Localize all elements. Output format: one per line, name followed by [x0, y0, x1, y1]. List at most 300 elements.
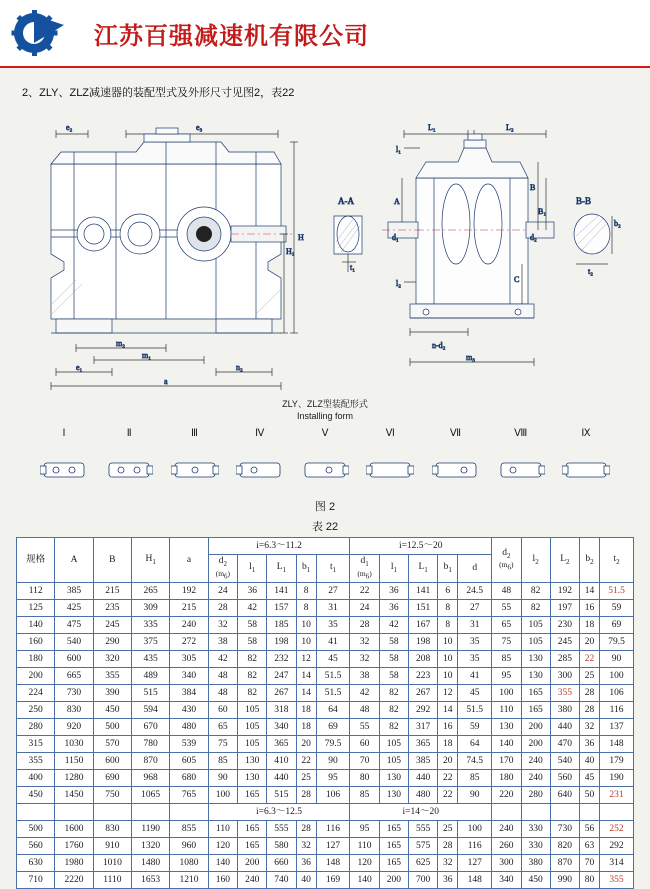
table-cell: 14	[296, 668, 316, 685]
table-cell: 640	[550, 787, 579, 804]
table-cell: 105	[238, 702, 267, 719]
table-cell: 151	[409, 600, 438, 617]
table-cell: 100	[458, 821, 492, 838]
table-cell: 18	[296, 719, 316, 736]
table-cell: 380	[550, 702, 579, 719]
table-cell: 45	[316, 651, 350, 668]
assembly-form-icon-1	[40, 457, 88, 483]
table-cell: 1480	[132, 855, 170, 872]
table-cell: 400	[17, 770, 55, 787]
arrow-icon	[34, 15, 64, 43]
table-cell: 85	[208, 753, 237, 770]
table-cell: 10	[296, 617, 316, 634]
table-cell: 385	[409, 753, 438, 770]
table-cell: 1600	[55, 821, 93, 838]
table-cell: 42	[350, 685, 379, 702]
table-cell: 625	[409, 855, 438, 872]
table-cell: 594	[132, 702, 170, 719]
table-cell: 515	[267, 787, 296, 804]
table-cell: 8	[438, 617, 458, 634]
table-cell: 41	[458, 668, 492, 685]
table-cell: 140	[492, 736, 521, 753]
table-cell: 435	[132, 651, 170, 668]
table-cell: 380	[521, 855, 550, 872]
company-logo	[14, 9, 72, 57]
table-cell: 440	[550, 719, 579, 736]
table-cell: 141	[409, 583, 438, 600]
table-cell: 385	[55, 583, 93, 600]
table-cell: 855	[170, 821, 208, 838]
table-cell: 85	[458, 770, 492, 787]
table-cell: 10	[296, 634, 316, 651]
table-cell: 8	[438, 600, 458, 617]
table-cell: 200	[379, 872, 408, 889]
installing-form-title-cn: ZLY、ZLZ型装配形式	[282, 399, 368, 409]
table-cell: 740	[267, 872, 296, 889]
table-cell: 680	[170, 770, 208, 787]
table-cell: 475	[55, 617, 93, 634]
svg-text:t₁: t₁	[350, 263, 356, 272]
table-cell: 730	[550, 821, 579, 838]
table-row	[17, 583, 634, 600]
table-cell: 20	[296, 736, 316, 753]
table-cell: 58	[379, 651, 408, 668]
table-cell: 12	[296, 651, 316, 668]
table-cell: 69	[600, 617, 634, 634]
svg-text:e₂: e₂	[66, 123, 73, 132]
table-cell: 200	[521, 719, 550, 736]
table-cell: 28	[296, 821, 316, 838]
table-cell: 170	[492, 753, 521, 770]
table-row	[17, 668, 634, 685]
assembly-form-label: Ⅴ	[321, 428, 329, 440]
table-group-header-row-2	[17, 804, 634, 821]
table-cell: 700	[409, 872, 438, 889]
table-cell: 24	[350, 600, 379, 617]
table-cell: 300	[550, 668, 579, 685]
table-cell: 82	[521, 583, 550, 600]
table-cell: 165	[521, 685, 550, 702]
table-cell: 1080	[170, 855, 208, 872]
table-cell: 670	[132, 719, 170, 736]
table-cell: 16	[438, 719, 458, 736]
assembly-form-item	[299, 428, 351, 488]
table-cell: 32	[350, 651, 379, 668]
table-cell: 32	[296, 838, 316, 855]
table-cell: 105	[521, 634, 550, 651]
svg-text:m₃: m₃	[466, 353, 476, 362]
table-cell: 440	[267, 770, 296, 787]
col-header-A: A	[55, 538, 93, 583]
table-cell: 90	[316, 753, 350, 770]
col-header-L2: $L_2$	[550, 538, 579, 583]
table-cell: 314	[600, 855, 634, 872]
table-cell: 260	[492, 838, 521, 855]
table-cell: 130	[379, 787, 408, 804]
table-cell: 105	[238, 736, 267, 753]
table-cell: 48	[492, 583, 521, 600]
table-cell: 32	[208, 617, 237, 634]
table-cell: 14	[438, 702, 458, 719]
table-cell: 50	[579, 787, 599, 804]
table-cell: 36	[238, 583, 267, 600]
table-cell: 410	[267, 753, 296, 770]
table-cell: 200	[521, 736, 550, 753]
table-cell: 1190	[132, 821, 170, 838]
table-cell: 28	[438, 838, 458, 855]
table-cell: 140	[17, 617, 55, 634]
table-cell: 105	[521, 617, 550, 634]
table-cell: 365	[409, 736, 438, 753]
table-cell: 1030	[55, 736, 93, 753]
table-cell: 335	[132, 617, 170, 634]
assembly-form-label: Ⅱ	[126, 428, 132, 440]
table-cell-blank	[17, 804, 55, 821]
table-cell: 470	[550, 736, 579, 753]
table-row	[17, 634, 634, 651]
assembly-form-icon-2	[105, 457, 153, 483]
table-cell: 35	[458, 634, 492, 651]
table-cell: 100	[492, 685, 521, 702]
svg-text:H₁: H₁	[286, 247, 295, 256]
table-cell: 82	[379, 719, 408, 736]
table-cell: 1150	[55, 753, 93, 770]
table-cell-blank	[521, 804, 550, 821]
table-cell: 36	[379, 600, 408, 617]
assembly-form-icon-9	[562, 457, 610, 483]
table-cell: 10	[438, 651, 458, 668]
table-cell-blank	[93, 804, 131, 821]
table-cell: 120	[208, 838, 237, 855]
table-cell: 32	[438, 855, 458, 872]
table-cell: 38	[208, 634, 237, 651]
table-cell: 1760	[55, 838, 93, 855]
table-cell: 245	[93, 617, 131, 634]
table-cell: 179	[600, 753, 634, 770]
table-cell: 355	[550, 685, 579, 702]
table-cell: 185	[267, 617, 296, 634]
table-cell: 28	[350, 617, 379, 634]
table-cell: 425	[55, 600, 93, 617]
table-cell: 920	[55, 719, 93, 736]
svg-text:e₃: e₃	[196, 123, 203, 132]
table-cell: 384	[170, 685, 208, 702]
svg-text:d₂: d₂	[530, 233, 537, 242]
document-sheet	[0, 68, 650, 889]
col-header-l2: $l_2$	[521, 538, 550, 583]
table-cell: 140	[350, 872, 379, 889]
table-cell: 106	[600, 685, 634, 702]
table-cell: 480	[409, 787, 438, 804]
assembly-form-label: Ⅰ	[62, 428, 66, 440]
table-row	[17, 651, 634, 668]
table-cell: 105	[379, 753, 408, 770]
table-cell: 130	[238, 770, 267, 787]
assembly-form-item	[495, 428, 547, 488]
table-cell-blank	[550, 804, 579, 821]
table-cell: 1110	[93, 872, 131, 889]
table-cell: 540	[550, 753, 579, 770]
table-cell: 480	[170, 719, 208, 736]
table-cell: 870	[132, 753, 170, 770]
table-cell: 95	[316, 770, 350, 787]
table-cell: 45	[579, 770, 599, 787]
table-cell: 20	[579, 634, 599, 651]
table-cell: 70	[579, 855, 599, 872]
table-cell: 910	[93, 838, 131, 855]
table-row	[17, 719, 634, 736]
table-cell: 14	[579, 583, 599, 600]
table-cell: 12	[438, 685, 458, 702]
table-cell: 240	[492, 821, 521, 838]
table-cell: 36	[438, 872, 458, 889]
table-cell: 28	[208, 600, 237, 617]
group-header-i-low: i=6.3～11.2	[208, 538, 350, 555]
table-cell: 560	[550, 770, 579, 787]
table-cell: 192	[550, 583, 579, 600]
svg-text:d₁: d₁	[392, 233, 399, 242]
table-cell: 1065	[132, 787, 170, 804]
col-header-spec: 规格	[17, 538, 55, 583]
table-cell: 127	[458, 855, 492, 872]
table-cell: 137	[600, 719, 634, 736]
table-cell: 148	[458, 872, 492, 889]
installing-form-title-en: Installing form	[296, 411, 354, 422]
table-cell: 365	[267, 736, 296, 753]
col-header-L1-low: $L_1$	[267, 555, 296, 583]
table-cell: 65	[492, 617, 521, 634]
table-cell: 60	[350, 736, 379, 753]
table-cell: 990	[550, 872, 579, 889]
table-cell: 32	[579, 719, 599, 736]
svg-text:B₁: B₁	[538, 207, 547, 216]
table-cell: 215	[93, 583, 131, 600]
table-cell: 125	[17, 600, 55, 617]
table-cell: 240	[521, 770, 550, 787]
table-cell: 55	[350, 719, 379, 736]
table-cell: 730	[55, 685, 93, 702]
svg-text:B: B	[530, 183, 536, 192]
table-cell: 22	[350, 583, 379, 600]
company-name: 江苏百强减速机有限公司	[94, 22, 369, 50]
table-cell: 51.5	[600, 583, 634, 600]
table-cell: 64	[458, 736, 492, 753]
table-cell: 960	[170, 838, 208, 855]
table-cell: 570	[93, 736, 131, 753]
table-row	[17, 617, 634, 634]
table-cell: 180	[492, 770, 521, 787]
table-cell: 130	[521, 668, 550, 685]
col-header-H: $H_1$	[132, 538, 170, 583]
table-cell: 24.5	[458, 583, 492, 600]
table-cell: 42	[208, 651, 237, 668]
table-cell: 968	[132, 770, 170, 787]
table-row	[17, 821, 634, 838]
table-cell: 36	[579, 736, 599, 753]
assembly-form-icon-3	[171, 457, 219, 483]
table-cell: 1010	[93, 855, 131, 872]
table-cell: 116	[316, 821, 350, 838]
table-cell: 500	[17, 821, 55, 838]
col-header-l1-high: $l_1$	[379, 555, 408, 583]
assembly-form-item	[560, 428, 612, 488]
table-cell: 32	[350, 634, 379, 651]
table-cell: 10	[438, 634, 458, 651]
table-cell: 1653	[132, 872, 170, 889]
table-cell: 208	[409, 651, 438, 668]
col-header-d2: $d_2$ (m6)	[492, 538, 521, 583]
table-cell: 231	[600, 787, 634, 804]
table-cell: 127	[316, 838, 350, 855]
table-cell: 75	[492, 634, 521, 651]
table-cell: 18	[438, 736, 458, 753]
table-cell: 25	[438, 821, 458, 838]
group-header-i-low-2: i=6.3～12.5	[208, 804, 350, 821]
table-cell: 340	[492, 872, 521, 889]
table-cell: 51.5	[458, 702, 492, 719]
table-cell: 555	[267, 821, 296, 838]
col-header-L1-high: $L_1$	[409, 555, 438, 583]
table-cell: 140	[208, 855, 237, 872]
table-cell: 198	[267, 634, 296, 651]
assembly-form-item	[364, 428, 416, 488]
table-cell: 340	[267, 719, 296, 736]
table-cell: 90	[458, 787, 492, 804]
table-cell: 265	[132, 583, 170, 600]
table-row	[17, 838, 634, 855]
table-cell: 28	[579, 685, 599, 702]
table-cell: 18	[296, 702, 316, 719]
table-cell: 75	[208, 736, 237, 753]
table-cell-blank	[55, 804, 93, 821]
table-cell: 6	[438, 583, 458, 600]
table-cell: 100	[208, 787, 237, 804]
table-cell: 160	[17, 634, 55, 651]
assembly-form-label: Ⅵ	[385, 428, 395, 440]
svg-text:B-B: B-B	[576, 196, 592, 206]
col-header-d-high: d	[458, 555, 492, 583]
table-cell: 120	[350, 855, 379, 872]
table-cell: 14	[296, 685, 316, 702]
table-row	[17, 787, 634, 804]
table-cell: 180	[17, 651, 55, 668]
table-cell: 450	[521, 872, 550, 889]
table-cell: 85	[350, 787, 379, 804]
table-cell: 82	[238, 651, 267, 668]
table-cell: 200	[238, 855, 267, 872]
table-cell: 690	[93, 770, 131, 787]
col-header-t1-low: $t_1$	[316, 555, 350, 583]
table-cell: 28	[579, 702, 599, 719]
table-cell: 90	[600, 651, 634, 668]
group-header-i-high: i=12.5～20	[350, 538, 492, 555]
table-cell: 320	[93, 651, 131, 668]
table-cell: 198	[409, 634, 438, 651]
table-cell: 317	[409, 719, 438, 736]
table-row	[17, 753, 634, 770]
svg-text:l₂: l₂	[396, 279, 402, 288]
table-cell: 18	[579, 617, 599, 634]
col-header-b2: $b_2$	[579, 538, 599, 583]
table-cell: 105	[238, 719, 267, 736]
table-cell: 58	[379, 634, 408, 651]
table-cell: 500	[93, 719, 131, 736]
svg-text:A-A: A-A	[338, 196, 354, 206]
table-cell: 267	[267, 685, 296, 702]
table-cell: 575	[409, 838, 438, 855]
technical-drawing	[16, 104, 634, 404]
table-cell: 375	[132, 634, 170, 651]
table-cell: 235	[93, 600, 131, 617]
table-cell: 10	[438, 668, 458, 685]
table-cell: 315	[17, 736, 55, 753]
table-cell: 38	[350, 668, 379, 685]
table-cell: 82	[379, 685, 408, 702]
table-cell: 605	[170, 753, 208, 770]
spec-table	[16, 537, 634, 889]
svg-text:e₁: e₁	[76, 363, 83, 372]
table-cell: 165	[238, 838, 267, 855]
col-header-b1-high: $b_1$	[438, 555, 458, 583]
table-cell: 25	[296, 770, 316, 787]
table-cell: 110	[492, 702, 521, 719]
table-cell: 330	[521, 821, 550, 838]
table-cell: 780	[132, 736, 170, 753]
table-cell: 100	[600, 668, 634, 685]
col-header-d2-low: $d_2$ (m6)	[208, 555, 237, 583]
table-cell: 285	[550, 651, 579, 668]
table-cell: 200	[17, 668, 55, 685]
table-cell: 82	[238, 685, 267, 702]
col-header-b1-low: $b_1$	[296, 555, 316, 583]
table-cell: 165	[238, 821, 267, 838]
svg-text:A: A	[394, 197, 400, 206]
table-cell: 27	[316, 583, 350, 600]
table-cell: 245	[550, 634, 579, 651]
table-cell: 560	[17, 838, 55, 855]
table-cell: 65	[208, 719, 237, 736]
table-cell: 2220	[55, 872, 93, 889]
svg-text:t₂: t₂	[588, 267, 594, 276]
table-cell: 240	[521, 753, 550, 770]
table-cell: 220	[492, 787, 521, 804]
table-cell: 116	[600, 702, 634, 719]
table-cell: 42	[238, 600, 267, 617]
table-cell: 300	[492, 855, 521, 872]
table-cell: 82	[238, 668, 267, 685]
table-cell: 24	[208, 583, 237, 600]
assembly-form-icon-4	[236, 457, 284, 483]
table-row	[17, 600, 634, 617]
table-cell: 1280	[55, 770, 93, 787]
table-cell: 64	[316, 702, 350, 719]
assembly-form-icon-6	[366, 457, 414, 483]
table-cell: 48	[208, 685, 237, 702]
table-cell: 539	[170, 736, 208, 753]
table-cell: 390	[93, 685, 131, 702]
table-cell: 51.5	[316, 668, 350, 685]
table-cell: 8	[296, 600, 316, 617]
assembly-form-icon-7	[432, 457, 480, 483]
assembly-form-label: Ⅶ	[449, 428, 462, 440]
table-cell: 232	[267, 651, 296, 668]
table-cell: 665	[55, 668, 93, 685]
table-cell-blank	[132, 804, 170, 821]
table-cell: 45	[458, 685, 492, 702]
assembly-form-row	[10, 428, 640, 488]
table-cell: 555	[409, 821, 438, 838]
table-cell: 95	[492, 668, 521, 685]
